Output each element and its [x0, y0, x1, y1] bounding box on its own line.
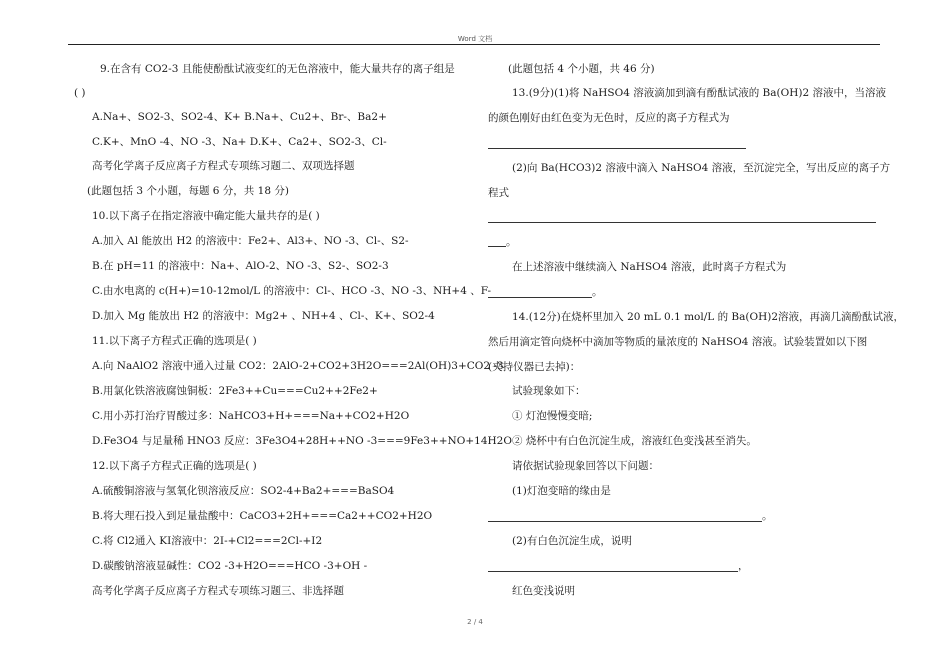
- section2-note: (此题包括 3 个小题，每题 6 分，共 18 分): [87, 185, 289, 197]
- q11-option-b: B.用氯化铁溶液腐蚀铜板：2Fe3++Cu===Cu2++2Fe2+: [92, 385, 378, 397]
- q11-option-d: D.Fe3O4 与足量稀 HNO3 反应：3Fe3O4+28H++NO -3===9Fe3++NO+14H2O: [92, 435, 512, 447]
- section3-note: (此题包括 4 个小题，共 46 分): [508, 63, 655, 75]
- q14-line3: (夹持仪器已去掉)：: [488, 361, 581, 373]
- q13-part2-answer-blank-2[interactable]: [488, 236, 506, 247]
- q14-line1: 14.(12分)在烧杯里加入 20 mL 0.1 mol/L 的 Ba(OH)2溶液，再滴几滴酚酞试液，: [512, 311, 905, 323]
- page-header: Word 文档: [457, 35, 493, 43]
- page-number: 2 / 4: [467, 618, 483, 626]
- observation-1: ① 灯泡慢慢变暗;: [512, 410, 593, 422]
- q10-option-b: B.在 pH=11 的溶液中：Na+、AlO-2、NO -3、S2-、SO2-3: [92, 260, 389, 272]
- q11-option-c: C.用小苏打治疗胃酸过多：NaHCO3+H+===Na++CO2+H2O: [92, 410, 410, 422]
- q13-part2-line1: (2)向 Ba(HCO3)2 溶液中滴入 NaHSO4 溶液，至沉淀完全，写出反应的离子方: [512, 162, 891, 174]
- question-1-end: 。: [762, 510, 773, 522]
- q13-part3-end: 。: [592, 286, 603, 298]
- q11-option-a: A.向 NaAlO2 溶液中通入过量 CO2：2AlO-2+CO2+3H2O===2Al(OH)3+CO2 -3: [92, 360, 504, 372]
- question-2-end: ，: [738, 560, 749, 572]
- q13-part3-answer-blank[interactable]: [488, 287, 592, 298]
- q13-part3-line: 在上述溶液中继续滴入 NaHSO4 溶液，此时离子方程式为: [512, 261, 787, 273]
- q13-part1-line2: 的颜色刚好由红色变为无色时，反应的离子方程式为: [488, 112, 730, 124]
- observation-title: 试验现象如下：: [512, 385, 586, 397]
- observation-2: ② 烧杯中有白色沉淀生成，溶液红色变浅甚至消失。: [512, 435, 757, 447]
- q12-option-d: D.碳酸钠溶液显碱性：CO2 -3+H2O===HCO -3+OH -: [92, 560, 368, 572]
- q14-line2: 然后用滴定管向烧杯中滴加等物质的量浓度的 NaHSO4 溶液。试验装置如以下图: [488, 336, 868, 348]
- question-3: 红色变浅说明: [512, 585, 575, 597]
- question-2-answer-blank[interactable]: [488, 561, 738, 572]
- q13-part2-line2: 程式: [488, 187, 509, 199]
- q9-options-ab: A.Na+、SO2-3、SO2-4、K+ B.Na+、Cu2+、Br-、Ba2+: [92, 111, 387, 123]
- q11-stem: 11.以下离子方程式正确的选项是( ): [92, 335, 257, 347]
- question-1: (1)灯泡变暗的缘由是: [512, 485, 611, 497]
- q10-option-c: C.由水电离的 c(H+)=10-12mol/L 的溶液中：Cl-、HCO -3、NO -3、NH+4 、F-: [92, 285, 492, 297]
- question-intro: 请依据试验现象回答以下问题：: [512, 460, 659, 472]
- section2-title: 高考化学离子反应离子方程式专项练习题二、双项选择题: [92, 160, 355, 172]
- q12-option-b: B.将大理石投入到足量盐酸中：CaCO3+2H+===Ca2++CO2+H2O: [92, 510, 433, 522]
- q10-option-d: D.加入 Mg 能放出 H2 的溶液中：Mg2+ 、NH+4 、Cl-、K+、SO2-4: [92, 310, 435, 322]
- section3-title: 高考化学离子反应离子方程式专项练习题三、非选择题: [92, 585, 344, 597]
- q10-stem: 10.以下离子在指定溶液中确定能大量共存的是( ): [92, 210, 320, 222]
- q13-part2-end: 。: [506, 236, 517, 248]
- q12-stem: 12.以下离子方程式正确的选项是( ): [92, 460, 257, 472]
- q12-option-c: C.将 Cl2通入 KI溶液中：2I-+Cl2===2Cl-+I2: [92, 535, 323, 547]
- q10-option-a: A.加入 Al 能放出 H2 的溶液中：Fe2+、Al3+、NO -3、Cl-、S2-: [92, 235, 409, 247]
- question-1-answer-blank[interactable]: [488, 511, 762, 522]
- q12-option-a: A.硫酸铜溶液与氢氧化钡溶液反应：SO2-4+Ba2+===BaSO4: [92, 485, 395, 497]
- q9-answer-paren: ( ): [74, 87, 86, 99]
- header-rule: [68, 44, 880, 45]
- q13-part1-answer-blank[interactable]: [488, 138, 746, 149]
- q13-part1-line1: 13.(9分)(1)将 NaHSO4 溶液滴加到滴有酚酞试液的 Ba(OH)2 溶液中，当溶液: [512, 87, 886, 99]
- q13-part2-answer-blank-1[interactable]: [488, 212, 876, 223]
- q9-options-cd: C.K+、MnO -4、NO -3、Na+ D.K+、Ca2+、SO2-3、Cl-: [92, 136, 387, 148]
- q9-stem: 9.在含有 CO2-3 且能使酚酞试液变红的无色溶液中，能大量共存的离子组是: [100, 63, 455, 75]
- question-2: (2)有白色沉淀生成，说明: [512, 535, 632, 547]
